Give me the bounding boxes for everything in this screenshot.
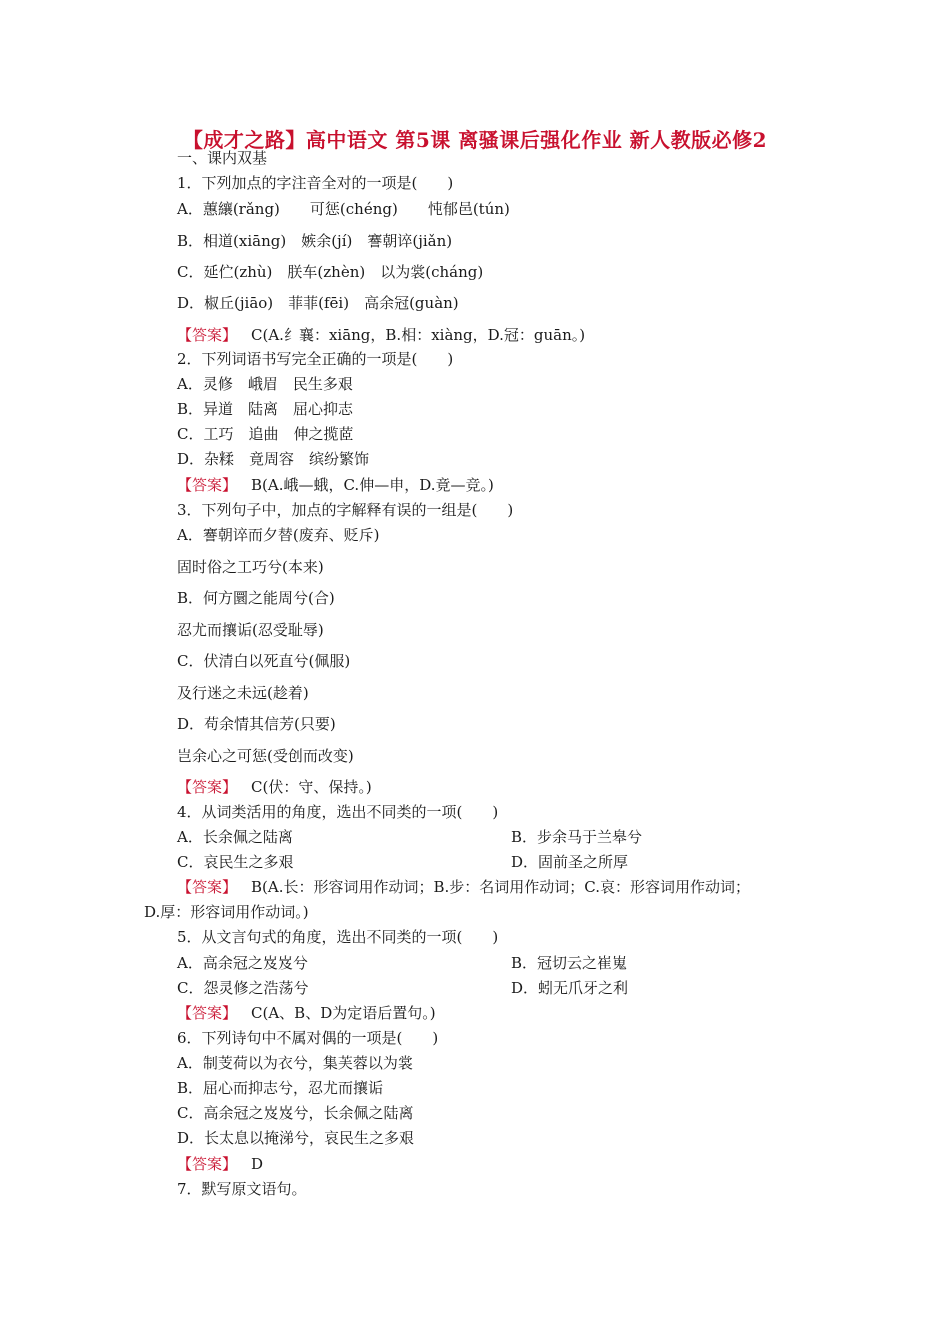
q2-option-a: A．灵修 峨眉 民生多艰 — [177, 375, 353, 393]
q5-stem: 5．从文言句式的角度，选出不同类的一项( ) — [177, 928, 499, 946]
answer-tag: 【答案】 — [177, 778, 238, 796]
q2-option-c: C．工巧 追曲 伸之揽茝 — [177, 425, 354, 443]
q3-stem: 3．下列句子中，加点的字解释有误的一组是( ) — [177, 501, 514, 519]
q5-answer — [177, 1003, 436, 1023]
q2-option-b: B．异道 陆离 屈心抑志 — [177, 400, 354, 418]
answer-text: C(伏：守、保持。) — [251, 778, 372, 796]
q6-option-b: B．屈心而抑志兮，忍尤而攘诟 — [177, 1079, 384, 1097]
q1-option-c: C．延伫(zhù) 朕车(zhèn) 以为裳(cháng) — [177, 263, 484, 281]
section-heading: 一、课内双基 — [177, 149, 268, 167]
q5-option-b: B．冠切云之崔嵬 — [511, 954, 628, 972]
q2-option-d: D．杂糅 竟周容 缤纷繁饰 — [177, 450, 370, 468]
q2-answer — [177, 475, 494, 495]
q1-option-b: B．相道(xiāng) 嫉余(jí) 謇朝谇(jiǎn) — [177, 232, 453, 250]
q7-stem: 7．默写原文语句。 — [177, 1180, 307, 1198]
q4-answer-continued: D.厚：形容词用作动词。) — [144, 903, 309, 921]
q3-option-c-line1: C．伏清白以死直兮(佩服) — [177, 652, 351, 670]
answer-tag: 【答案】 — [177, 326, 238, 344]
answer-tag: 【答案】 — [177, 476, 238, 494]
q5-option-a: A．高余冠之岌岌兮 — [177, 954, 308, 972]
q3-option-d-line1: D．苟余情其信芳(只要) — [177, 715, 336, 733]
q1-option-a: A．蕙纕(rǎng) 可惩(chéng) 忳郁邑(tún) — [177, 200, 510, 218]
q3-option-b-line2: 忍尤而攘诟(忍受耻辱) — [177, 621, 324, 639]
q4-option-b: B．步余马于兰皋兮 — [511, 828, 643, 846]
answer-text: C(A、B、D为定语后置句。) — [251, 1004, 436, 1022]
q4-answer — [177, 877, 750, 897]
q4-option-d: D．固前圣之所厚 — [511, 853, 629, 871]
answer-tag: 【答案】 — [177, 1155, 238, 1173]
q3-option-a-line1: A．謇朝谇而夕替(废弃、贬斥) — [177, 526, 380, 544]
answer-tag: 【答案】 — [177, 878, 238, 896]
q6-option-d: D．长太息以掩涕兮，哀民生之多艰 — [177, 1129, 415, 1147]
q5-option-c: C．怨灵修之浩荡兮 — [177, 979, 309, 997]
q2-stem: 2．下列词语书写完全正确的一项是( ) — [177, 350, 454, 368]
q3-option-a-line2: 固时俗之工巧兮(本来) — [177, 558, 324, 576]
q3-answer — [177, 777, 372, 797]
q3-option-d-line2: 岂余心之可惩(受创而改变) — [177, 747, 354, 765]
answer-tag: 【答案】 — [177, 1004, 238, 1022]
q3-option-c-line2: 及行迷之未远(趁着) — [177, 684, 309, 702]
q1-answer — [177, 325, 585, 345]
q4-option-c: C．哀民生之多艰 — [177, 853, 294, 871]
q3-option-b-line1: B．何方圜之能周兮(合) — [177, 589, 335, 607]
answer-text: B(A.峨—蛾，C.伸—申，D.竟—竞。) — [251, 476, 494, 494]
q5-option-d: D．蚓无爪牙之利 — [511, 979, 629, 997]
q4-stem: 4．从词类活用的角度，选出不同类的一项( ) — [177, 803, 499, 821]
answer-text: D — [251, 1155, 264, 1173]
document-title: 【成才之路】高中语文 第5课 离骚课后强化作业 新人教版必修2 — [182, 128, 768, 152]
q1-stem: 1．下列加点的字注音全对的一项是( ) — [177, 174, 454, 192]
q6-stem: 6．下列诗句中不属对偶的一项是( ) — [177, 1029, 439, 1047]
answer-text: C(A.纟襄：xiāng，B.相：xiàng，D.冠：guān。) — [251, 326, 586, 344]
q1-option-d: D．椒丘(jiāo) 菲菲(fēi) 高余冠(guàn) — [177, 294, 459, 312]
q4-option-a: A．长余佩之陆离 — [177, 828, 293, 846]
q6-answer — [177, 1154, 263, 1174]
q6-option-a: A．制芰荷以为衣兮，集芙蓉以为裳 — [177, 1054, 413, 1072]
answer-text: B(A.长：形容词用作动词；B.步：名词用作动词；C.哀：形容词用作动词； — [251, 878, 750, 896]
q6-option-c: C．高余冠之岌岌兮，长余佩之陆离 — [177, 1104, 414, 1122]
